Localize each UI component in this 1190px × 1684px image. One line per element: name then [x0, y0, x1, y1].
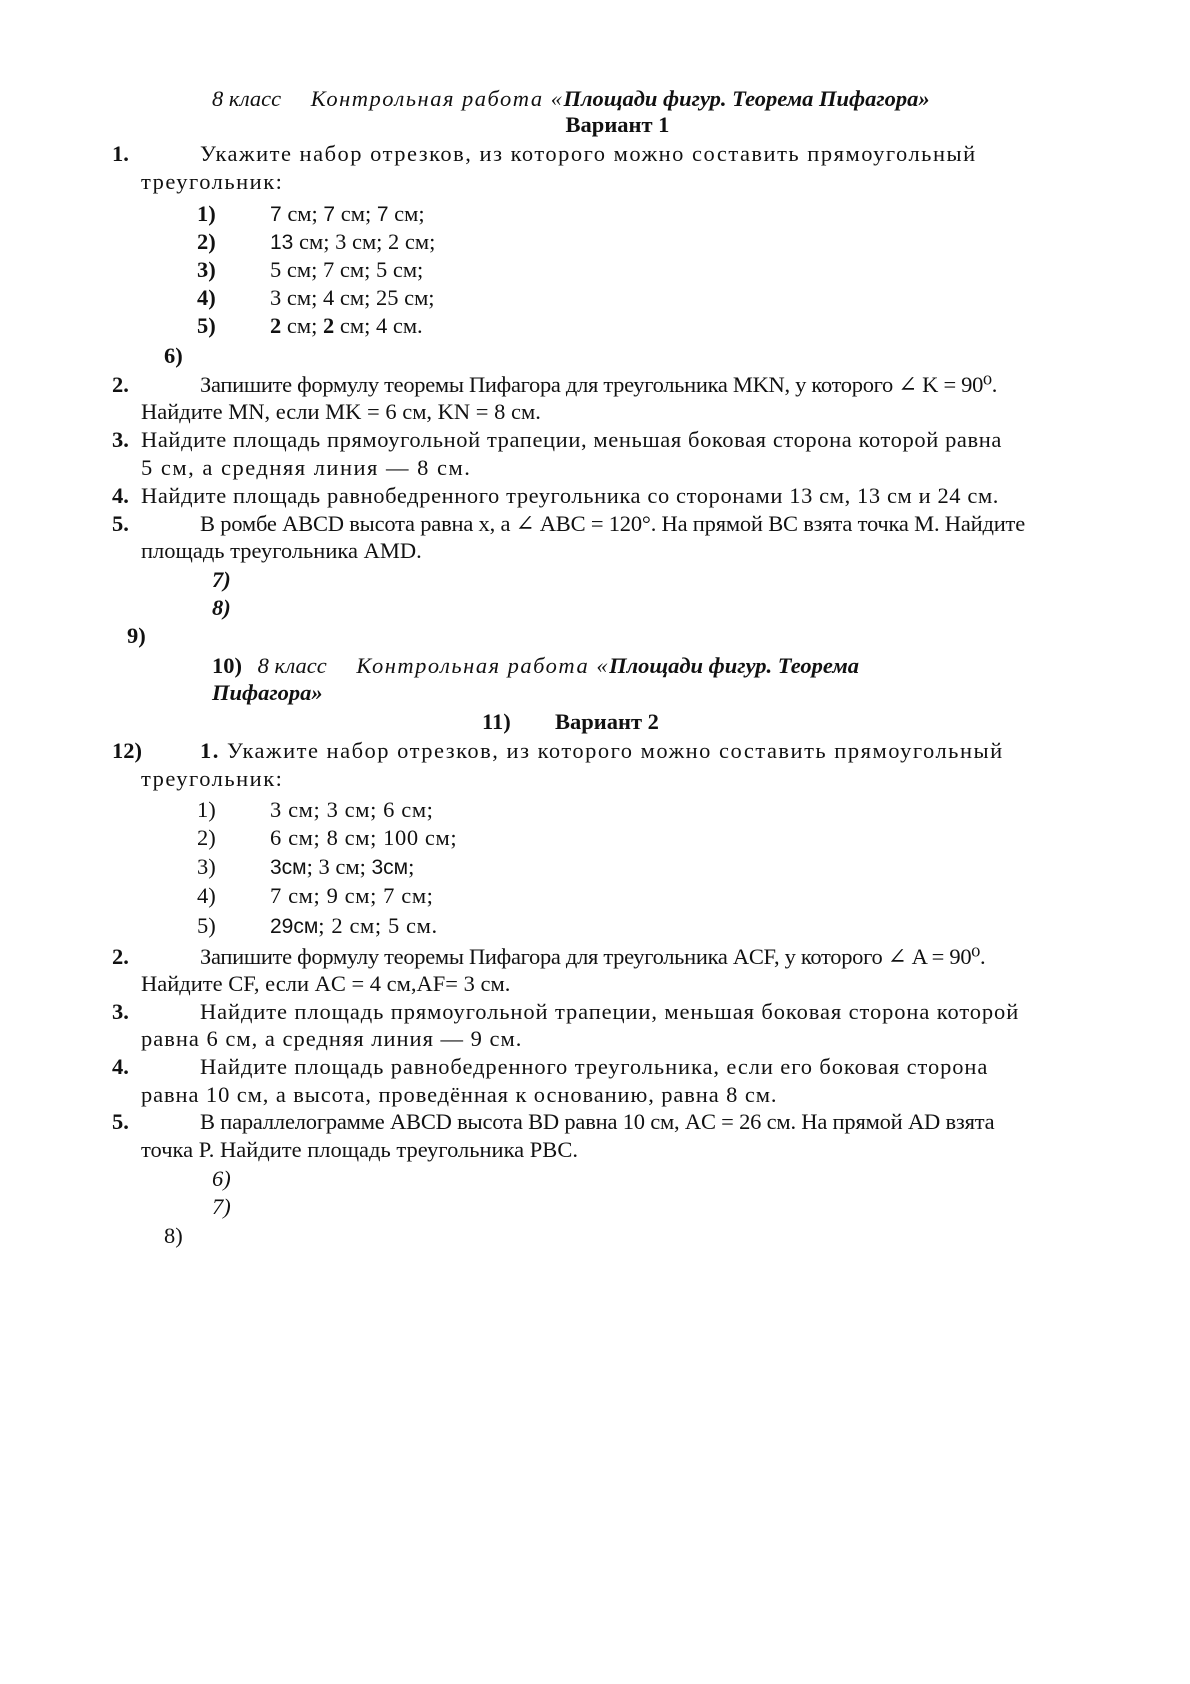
v2-q2-text-line1: Запишите формулу теоремы Пифагора для треугольника ACF, у которого ∠ A = 90⁰.	[200, 944, 986, 969]
v1-q5-text-line2: площадь треугольника AMD.	[141, 538, 422, 563]
v2-topic-part1: Площади фигур. Теорема	[609, 653, 859, 678]
v1-q4-number: 4.	[112, 483, 129, 508]
v1-q1-option5-a: 2	[270, 313, 282, 338]
v1-q1-option1-c: 7	[323, 203, 336, 226]
v1-q1-option2-text	[270, 228, 435, 257]
v1-trailing-8: 8)	[212, 595, 231, 620]
v2-q2-number: 2.	[112, 944, 129, 969]
v2-q5-text-line2: точка P. Найдите площадь треугольника PBC.	[141, 1137, 578, 1162]
v1-q2-text-line2: Найдите MN, если MK = 6 см, KN = 8 см.	[141, 399, 541, 424]
v2-q1-outer-number: 12)	[112, 738, 142, 763]
v1-q1-option1-b: см;	[281, 201, 324, 226]
v1-q1-option5-b: см;	[281, 313, 323, 338]
v1-q1-option4-num: 4)	[197, 285, 216, 310]
v1-q3-text-line1: Найдите площадь прямоугольной трапеции, меньшая боковая сторона которой равна	[141, 427, 1002, 452]
v2-q1-option3-num: 3)	[197, 854, 216, 879]
v1-q2-number: 2.	[112, 372, 129, 397]
v2-q5-number: 5.	[112, 1109, 129, 1134]
v2-variant-number: 11)	[482, 709, 511, 734]
v2-q1-option5-b: ; 2 см; 5 см.	[318, 913, 438, 938]
v1-q1-option3-num: 3)	[197, 257, 216, 282]
v2-trailing-7: 7)	[212, 1194, 231, 1219]
v2-q1-option5-num: 5)	[197, 913, 216, 938]
v2-q1-option5-text	[270, 912, 438, 941]
v2-topic-part2: Пифагора»	[212, 680, 323, 705]
v1-q1-text-line2: треугольник:	[141, 169, 284, 194]
v1-q1-text-line1: Укажите набор отрезков, из которого можно составить прямоугольный	[200, 141, 977, 166]
v2-q1-option4-num: 4)	[197, 883, 216, 908]
v1-q1-option1-text	[270, 200, 425, 229]
v2-variant-title: Вариант 2	[555, 709, 659, 734]
v1-q1-option2-num: 2)	[197, 229, 216, 254]
v2-q1-text-line2: треугольник:	[141, 766, 284, 791]
v1-topic: Площади фигур. Теорема Пифагора»	[563, 86, 930, 111]
v1-header	[212, 85, 930, 113]
v1-q3-number: 3.	[112, 427, 129, 452]
v2-header-line1	[212, 652, 859, 680]
v2-header-number: 10)	[212, 653, 242, 678]
v1-variant-title: Вариант 1	[565, 112, 670, 137]
v2-grade: 8 класс	[257, 653, 327, 678]
v1-q1-option5-d: см; 4 см.	[334, 313, 423, 338]
v2-q1-option5-a: 29см	[270, 915, 319, 938]
v1-trailing-9: 9)	[127, 623, 146, 648]
v2-q1-text: Укажите набор отрезков, из которого можно составить прямоугольный	[219, 738, 1004, 763]
v2-q1-option1-text: 3 см; 3 см; 6 см;	[270, 797, 434, 822]
v2-q2-text-line2: Найдите CF, если AC = 4 см,AF= 3 см.	[141, 971, 511, 996]
v1-q1-option4-text: 3 см; 4 см; 25 см;	[270, 285, 435, 310]
v2-q1-option3-text	[270, 853, 414, 882]
v2-q5-text-line1: В параллелограмме ABCD высота BD равна 10 см, AC = 26 см. На прямой AD взята	[200, 1109, 995, 1134]
v1-q1-number: 1.	[112, 141, 129, 166]
v1-q2-text-line1: Запишите формулу теоремы Пифагора для треугольника MKN, у которого ∠ K = 90⁰.	[200, 372, 998, 397]
v2-trailing-8: 8)	[164, 1223, 183, 1248]
v1-q1-option5-c: 2	[322, 313, 335, 338]
v1-q1-option1-d: см;	[335, 201, 377, 226]
v1-work-label: Контрольная работа «	[310, 86, 564, 111]
v2-work-label: Контрольная работа «	[356, 653, 610, 678]
v1-q3-text-line2: 5 см, а средняя линия — 8 см.	[141, 455, 472, 480]
v2-q1-text-line1	[200, 737, 1004, 765]
v1-q5-number: 5.	[112, 511, 129, 536]
v1-q1-option1-e: 7	[376, 203, 389, 226]
v1-q1-trailing-number: 6)	[164, 343, 183, 368]
v2-q4-number: 4.	[112, 1054, 129, 1079]
v2-q1-option3-a: 3см	[270, 856, 307, 879]
v2-q1-option1-num: 1)	[197, 797, 216, 822]
v1-q1-option1-num: 1)	[197, 201, 216, 226]
v2-q1-option3-b: ; 3 см;	[306, 854, 372, 879]
v2-q1-option4-text: 7 см; 9 см; 7 см;	[270, 883, 434, 908]
v1-q1-option2-a: 13	[270, 231, 294, 254]
v2-q1-number: 1.	[200, 738, 220, 763]
v1-grade: 8 класс	[212, 86, 282, 111]
v1-q4-text-line1: Найдите площадь равнобедренного треугольника со сторонами 13 см, 13 см и 24 см.	[141, 483, 1000, 508]
v1-q1-option3-text: 5 см; 7 см; 5 см;	[270, 257, 424, 282]
v1-trailing-7: 7)	[212, 567, 231, 592]
v2-q3-text-line1: Найдите площадь прямоугольной трапеции, меньшая боковая сторона которой	[200, 999, 1020, 1024]
v2-q1-option3-c: 3см	[371, 856, 409, 879]
v2-q1-option3-d: ;	[408, 854, 415, 879]
v2-q3-text-line2: равна 6 см, а средняя линия — 9 см.	[141, 1026, 523, 1051]
v2-q3-number: 3.	[112, 999, 129, 1024]
v1-q1-option5-num: 5)	[197, 313, 216, 338]
v2-q4-text-line2: равна 10 см, а высота, проведённая к основанию, равна 8 см.	[141, 1082, 778, 1107]
v1-q1-option2-b: см; 3 см; 2 см;	[293, 229, 436, 254]
v2-q4-text-line1: Найдите площадь равнобедренного треугольника, если его боковая сторона	[200, 1054, 989, 1079]
v2-q1-option2-num: 2)	[197, 825, 216, 850]
v2-trailing-6: 6)	[212, 1166, 231, 1191]
v1-q1-option5-text	[270, 312, 423, 340]
v1-q1-option1-a: 7	[270, 203, 282, 226]
v2-q1-option2-text: 6 см; 8 см; 100 см;	[270, 825, 458, 850]
v1-q5-text-line1: В ромбе ABCD высота равна x, а ∠ ABC = 120°. На прямой BC взята точка M. Найдите	[200, 511, 1025, 536]
v1-q1-option1-f: см;	[388, 201, 425, 226]
